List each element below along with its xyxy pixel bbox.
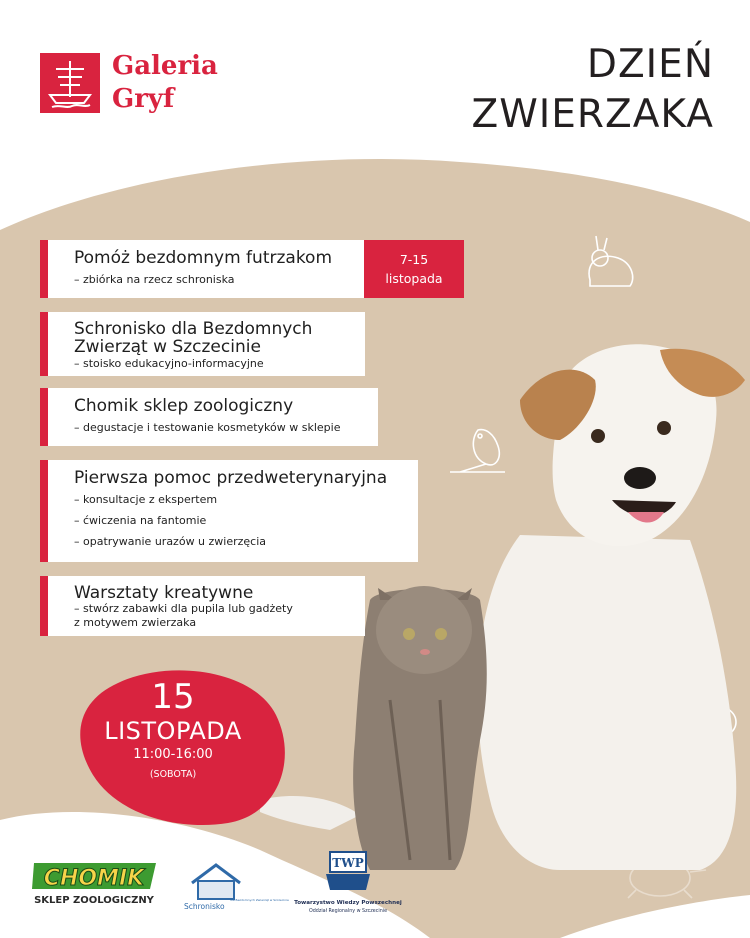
- event-detail: – stwórz zabawki dla pupila lub gadżety: [74, 602, 293, 615]
- twp-logo: [292, 848, 404, 920]
- chomik-subtitle: SKLEP ZOOLOGICZNY: [34, 895, 154, 906]
- title-line1: DZIEŃ: [586, 42, 714, 87]
- schronisko-subtitle: dla Bezdomnych Zwierząt w Szczecinie: [230, 898, 289, 902]
- event-card-chomik-shop: [40, 388, 378, 446]
- rabbit-icon: [589, 236, 633, 286]
- event-heading: Pomóż bezdomnym futrzakom: [74, 248, 333, 268]
- event-detail: – ćwiczenia na fantomie: [74, 514, 207, 527]
- event-weekday: (SOBOTA): [149, 769, 197, 780]
- title-line2: ZWIERZAKA: [471, 92, 714, 137]
- event-detail: – stoisko edukacyjno-informacyjne: [74, 357, 264, 370]
- event-card-first-aid: [40, 460, 418, 562]
- chomik-name: CHOMIK: [43, 866, 145, 891]
- dog-photo: [478, 344, 745, 870]
- schronisko-name: Schronisko: [184, 902, 225, 911]
- twp-subtitle: Oddział Regionalny w Szczecinie: [308, 909, 388, 914]
- event-time: 11:00-16:00: [133, 747, 213, 762]
- chomik-logo: [30, 855, 160, 915]
- badge-month: listopada: [385, 271, 443, 286]
- event-detail: – zbiórka na rzecz schroniska: [74, 273, 235, 286]
- twp-name: Towarzystwo Wiedzy Powszechnej: [294, 900, 402, 906]
- event-detail: – opatrywanie urazów u zwierzęcia: [74, 535, 267, 548]
- event-card-workshops: [40, 576, 365, 636]
- event-heading: Pierwsza pomoc przedweterynaryjna: [74, 468, 388, 488]
- event-heading-line1: Schronisko dla Bezdomnych: [74, 319, 313, 339]
- twp-mark: TWP: [332, 856, 364, 870]
- event-month: LISTOPADA: [104, 717, 242, 745]
- event-heading: Chomik sklep zoologiczny: [74, 396, 294, 416]
- event-detail: z motywem zwierzaka: [74, 616, 197, 629]
- schronisko-logo: [180, 855, 289, 915]
- brand-name-line2: Gryf: [112, 84, 175, 114]
- event-heading: Warsztaty kreatywne: [74, 583, 254, 603]
- event-card-fundraiser: [40, 240, 364, 298]
- event-detail: – degustacje i testowanie kosmetyków w sklepie: [74, 421, 341, 434]
- event-card-shelter: [40, 312, 365, 376]
- brand-name-line1: Galeria: [112, 51, 218, 81]
- date-range-badge: [364, 240, 464, 298]
- event-heading-line2: Zwierząt w Szczecinie: [74, 337, 261, 357]
- badge-days: 7-15: [399, 252, 429, 267]
- event-detail: – konsultacje z ekspertem: [74, 493, 218, 506]
- parrot-icon: [450, 430, 505, 472]
- event-day: 15: [151, 677, 195, 717]
- event-date: [78, 678, 268, 786]
